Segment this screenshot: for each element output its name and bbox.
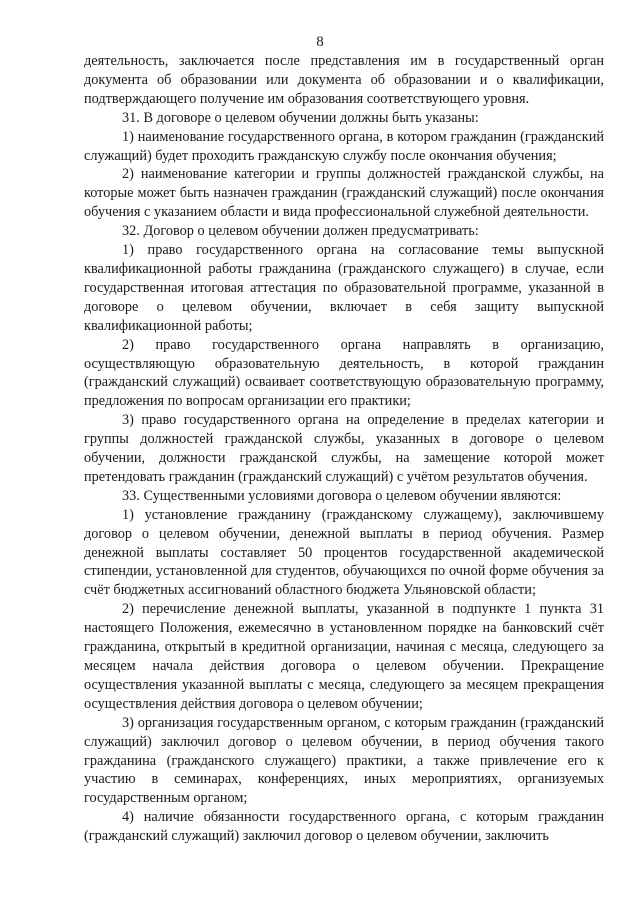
paragraph-33: 33. Существенными условиями договора о целевом обучении являются: [122, 487, 562, 504]
paragraph-31: 31. В договоре о целевом обучении должны быть указаны: [122, 109, 479, 126]
paragraph-32-item-3: 3) право государственного органа на определение в пределах категории и группы должностей гражданской службы, указанных в договоре о целевом обучении, должности гражданской службы, на замещение которой может претендовать гражданин (гражданский служащий) с учётом результатов обучения. [84, 412, 604, 485]
paragraph-continuation: деятельность, заключается после представления им в государственный орган документа об образовании или документа об образовании и о квалификации, подтверждающего получение им образования соответствующего уровня. [84, 53, 604, 107]
paragraph-33-item-3: 3) организация государственным органом, с которым гражданин (гражданский служащий) заключил договор о целевом обучении, в период обучения такого гражданина (гражданского служащего) практики, а также привлечение его к участию в семинарах, конференциях, иных мероприятиях, организуемых государственным органом; [84, 714, 604, 807]
page-number: 8 [316, 34, 324, 50]
paragraph-32: 32. Договор о целевом обучении должен предусматривать: [122, 223, 479, 240]
paragraph-32-item-2: 2) право государственного органа направлять в организацию, осуществляющую образовательную деятельность, в которой гражданин (гражданский служащий) осваивает соответствующую образовательную программу, предложения по вопросам организации его практики; [84, 336, 604, 410]
document-body [84, 52, 604, 846]
paragraph-31-item-1: 1) наименование государственного органа, в котором гражданин (гражданский служащий) будет проходить гражданскую службу после окончания обучения; [84, 128, 604, 164]
paragraph-33-item-4: 4) наличие обязанности государственного органа, с которым гражданин (гражданский служащий) заключил договор о целевом обучении, заключить [84, 809, 604, 845]
paragraph-33-item-1: 1) установление гражданину (гражданскому служащему), заключившему договор о целевом обучении, денежной выплаты в период обучения. Размер денежной выплаты составляет 50 процентов государственной академической стипендии, установленной для студентов, обучающихся по очной форме обучения за счёт бюджетных ассигнований областного бюджета Ульяновской области; [84, 506, 604, 599]
paragraph-33-item-2: 2) перечисление денежной выплаты, указанной в подпункте 1 пункта 31 настоящего Положения, ежемесячно в установленном порядке на банковский счёт гражданина, открытый в кредитной организации, начиная с месяца, следующего за месяцем начала действия договора о целевом обучении. Прекращение осуществления указанной выплаты с месяца, следующего за месяцем прекращения осуществления действия договора о целевом обучении; [84, 601, 604, 712]
paragraph-31-item-2: 2) наименование категории и группы должностей гражданской службы, на которые может быть назначен гражданин (гражданский служащий) после окончания обучения с указанием области и вида профессиональной служебной деятельности. [84, 166, 604, 221]
paragraph-32-item-1: 1) право государственного органа на согласование темы выпускной квалификационной работы гражданина (гражданского служащего) в случае, если государственная итоговая аттестация по образовательной программе, указанной в договоре о целевом обучении, включает в себя защиту выпускной квалификационной работы; [84, 242, 604, 334]
